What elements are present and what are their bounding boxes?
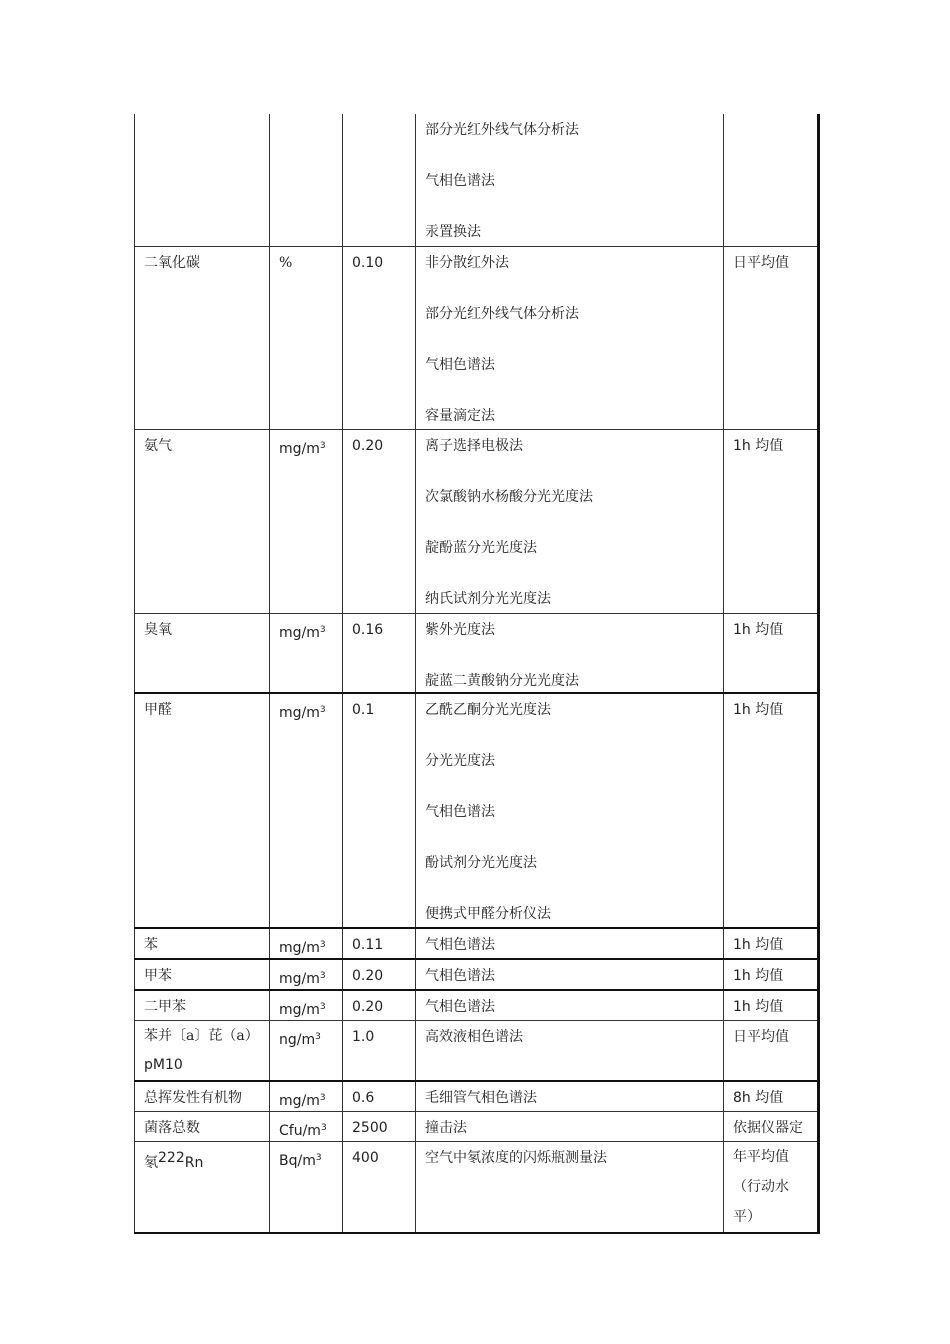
method-text: 非分散红外法 <box>425 254 509 271</box>
value-cell <box>343 429 416 613</box>
period-text: 8h 均值 <box>733 1090 784 1106</box>
unit-cell <box>270 1142 343 1234</box>
value-cell <box>343 613 416 693</box>
period-cell <box>724 114 819 246</box>
parameter-name: 臭氧 <box>144 621 172 638</box>
unit-text: mg/m <box>279 705 320 721</box>
period-cell <box>724 693 819 928</box>
method-cell <box>416 429 724 613</box>
value-cell <box>343 114 416 246</box>
parameter-name: 苯并〔a〕芘（a） <box>144 1028 259 1044</box>
method-cell <box>416 1081 724 1112</box>
parameter-cell <box>135 959 270 990</box>
unit-text: ng/m <box>279 1032 316 1048</box>
method-text: 气相色谱法 <box>425 356 495 373</box>
parameter-cell <box>135 114 270 246</box>
value-cell <box>343 693 416 928</box>
period-cell <box>724 959 819 990</box>
unit-cell <box>270 246 343 429</box>
method-text: 毛细管气相色谱法 <box>425 1090 537 1106</box>
method-cell <box>416 693 724 928</box>
method-text: 部分光红外线气体分析法 <box>425 305 579 322</box>
value-cell <box>343 1081 416 1112</box>
period-text: 依据仪器定 <box>733 1120 803 1136</box>
method-text: 气相色谱法 <box>425 968 495 984</box>
period-text: 年平均值 <box>733 1149 789 1165</box>
table-row <box>135 246 819 429</box>
period-text-continued: （行动水 <box>733 1179 789 1195</box>
method-text: 分光光度法 <box>425 753 495 769</box>
method-cell <box>416 1021 724 1082</box>
unit-superscript: 3 <box>319 440 326 451</box>
parameter-cell <box>135 613 270 693</box>
method-cell <box>416 1112 724 1142</box>
unit-text: mg/m <box>279 940 320 956</box>
value-cell <box>343 246 416 429</box>
unit-superscript: 3 <box>319 1093 326 1103</box>
method-text: 气相色谱法 <box>425 173 495 189</box>
method-text: 次氯酸钠水杨酸分光光度法 <box>425 488 593 505</box>
parameter-name: 菌落总数 <box>144 1120 200 1136</box>
method-text: 气相色谱法 <box>425 937 495 953</box>
period-text: 日平均值 <box>733 254 789 271</box>
table-row <box>135 928 819 959</box>
method-text: 紫外光度法 <box>425 621 495 638</box>
value-text: 0.20 <box>352 968 384 984</box>
method-text: 靛蓝二黄酸钠分光光度法 <box>425 672 579 689</box>
parameter-cell <box>135 928 270 959</box>
unit-superscript: 3 <box>320 1123 327 1133</box>
method-text: 便携式甲醛分析仪法 <box>425 906 551 922</box>
value-text: 2500 <box>352 1120 388 1136</box>
method-text: 汞置换法 <box>425 224 481 240</box>
method-text: 离子选择电极法 <box>425 437 523 454</box>
period-text: 1h 均值 <box>733 437 784 454</box>
period-cell <box>724 1081 819 1112</box>
period-cell <box>724 246 819 429</box>
unit-text: mg/m <box>279 1002 320 1018</box>
method-cell <box>416 613 724 693</box>
value-text: 0.20 <box>352 999 384 1015</box>
method-text: 撞击法 <box>425 1120 467 1136</box>
table-row <box>135 1142 819 1234</box>
method-cell <box>416 246 724 429</box>
unit-cell <box>270 1021 343 1082</box>
period-text: 1h 均值 <box>733 621 784 638</box>
unit-cell <box>270 693 343 928</box>
parameter-cell <box>135 1021 270 1082</box>
parameter-cell <box>135 1142 270 1234</box>
parameter-name: 甲苯 <box>144 968 172 984</box>
period-cell <box>724 613 819 693</box>
value-text: 0.1 <box>352 702 375 718</box>
method-text: 乙酰乙酮分光光度法 <box>425 702 551 718</box>
isotope-symbol: Rn <box>184 1155 204 1171</box>
table-row <box>135 613 819 693</box>
unit-cell <box>270 990 343 1021</box>
table-row <box>135 114 819 246</box>
method-cell <box>416 114 724 246</box>
unit-superscript: 3 <box>319 705 326 715</box>
period-text: 1h 均值 <box>733 937 784 953</box>
unit-cell <box>270 1081 343 1112</box>
method-text: 部分光红外线气体分析法 <box>425 122 579 138</box>
method-text: 容量滴定法 <box>425 407 495 424</box>
parameter-cell <box>135 990 270 1021</box>
period-cell <box>724 1021 819 1082</box>
method-cell <box>416 1142 724 1234</box>
isotope-superscript: 222 <box>158 1150 185 1166</box>
value-text: 0.20 <box>352 437 384 454</box>
method-text: 酚试剂分光光度法 <box>425 855 537 871</box>
unit-superscript: 3 <box>319 1002 326 1012</box>
parameter-cell <box>135 429 270 613</box>
unit-superscript: 3 <box>319 971 326 981</box>
value-text: 0.16 <box>352 621 384 638</box>
method-text: 气相色谱法 <box>425 804 495 820</box>
method-text: 气相色谱法 <box>425 999 495 1015</box>
parameter-cell <box>135 1081 270 1112</box>
unit-superscript: 3 <box>319 940 326 950</box>
unit-text: mg/m <box>279 440 320 457</box>
value-text: 0.6 <box>352 1090 375 1106</box>
method-cell <box>416 990 724 1021</box>
unit-superscript: 3 <box>315 1153 322 1163</box>
unit-cell <box>270 1112 343 1142</box>
value-cell <box>343 928 416 959</box>
table-row <box>135 429 819 613</box>
period-cell <box>724 928 819 959</box>
parameter-name: 二甲苯 <box>144 999 186 1015</box>
parameter-name: 氡 <box>144 1155 158 1171</box>
air-quality-standard-table <box>134 114 820 1234</box>
method-text: 空气中氡浓度的闪烁瓶测量法 <box>425 1150 607 1166</box>
unit-cell <box>270 613 343 693</box>
parameter-name-continued: pM10 <box>144 1057 183 1073</box>
value-text: 0.11 <box>352 937 384 953</box>
period-cell <box>724 1142 819 1234</box>
period-cell <box>724 429 819 613</box>
method-text: 高效液相色谱法 <box>425 1029 523 1045</box>
value-text: 1.0 <box>352 1029 375 1045</box>
method-cell <box>416 959 724 990</box>
parameter-cell <box>135 246 270 429</box>
value-cell <box>343 1021 416 1082</box>
period-text-continued: 平） <box>733 1209 761 1225</box>
unit-cell <box>270 928 343 959</box>
parameter-name: 总挥发性有机物 <box>144 1090 242 1106</box>
parameter-cell <box>135 693 270 928</box>
value-text: 0.10 <box>352 254 384 271</box>
value-cell <box>343 959 416 990</box>
period-text: 1h 均值 <box>733 999 784 1015</box>
unit-cell <box>270 114 343 246</box>
unit-text: Cfu/m <box>279 1123 321 1139</box>
unit-text: mg/m <box>279 1093 320 1109</box>
parameter-cell <box>135 1112 270 1142</box>
period-text: 日平均值 <box>733 1029 789 1045</box>
period-text: 1h 均值 <box>733 968 784 984</box>
unit-cell <box>270 959 343 990</box>
unit-superscript: 3 <box>319 624 326 635</box>
value-cell <box>343 1142 416 1234</box>
method-cell <box>416 928 724 959</box>
value-cell <box>343 990 416 1021</box>
table-row <box>135 1021 819 1082</box>
period-cell <box>724 990 819 1021</box>
period-text: 1h 均值 <box>733 702 784 718</box>
value-cell <box>343 1112 416 1142</box>
unit-text: % <box>279 254 293 271</box>
parameter-name: 苯 <box>144 937 158 953</box>
table-row <box>135 693 819 928</box>
table-row <box>135 1112 819 1142</box>
unit-superscript: 3 <box>315 1032 321 1042</box>
parameter-name: 二氧化碳 <box>144 254 200 271</box>
value-text: 400 <box>352 1150 379 1166</box>
unit-text: mg/m <box>279 624 320 641</box>
parameter-name: 氨气 <box>144 437 172 454</box>
method-text: 纳氏试剂分光光度法 <box>425 590 551 607</box>
unit-text: Bq/m <box>279 1153 316 1169</box>
table-row <box>135 990 819 1021</box>
method-text: 靛酚蓝分光光度法 <box>425 539 537 556</box>
period-cell <box>724 1112 819 1142</box>
table-row <box>135 959 819 990</box>
unit-text: mg/m <box>279 971 320 987</box>
parameter-name: 甲醛 <box>144 702 172 718</box>
table-row <box>135 1081 819 1112</box>
unit-cell <box>270 429 343 613</box>
